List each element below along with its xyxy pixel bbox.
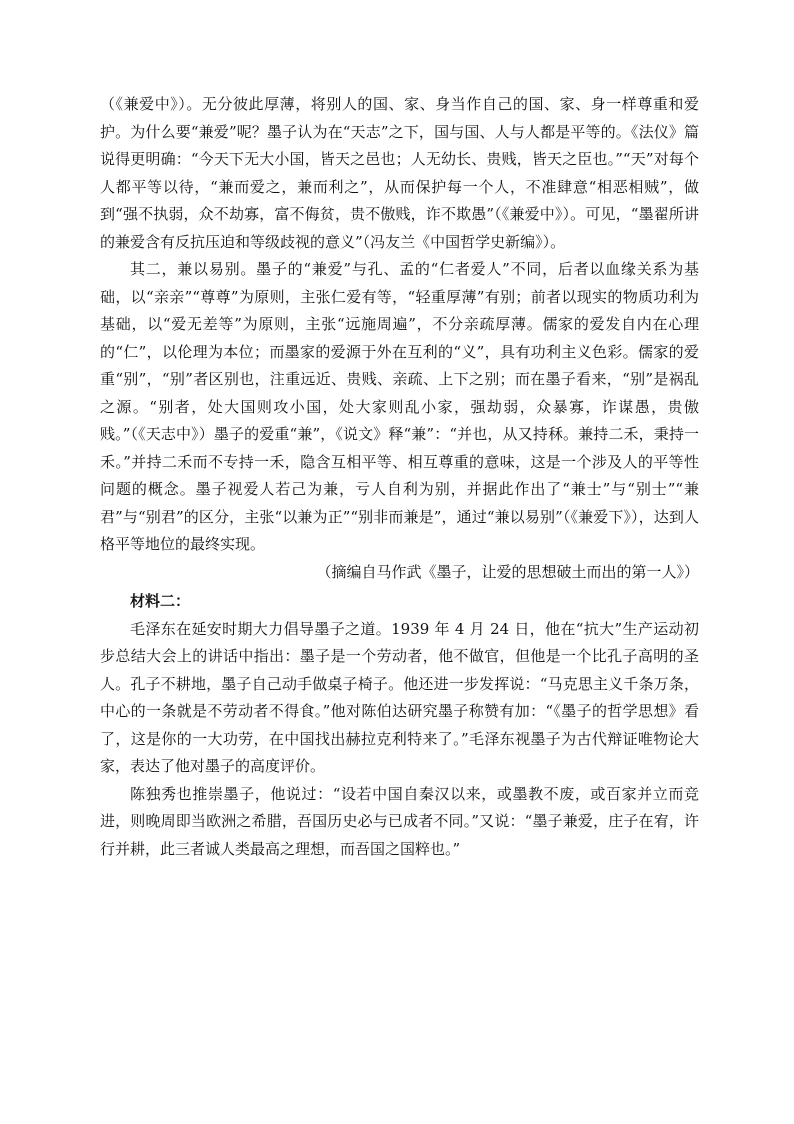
- section-label-material-two: 材料二：: [130, 592, 191, 610]
- paragraph-chen-duxiu: 陈独秀也推崇墨子，他说过：“设若中国自秦汉以来，或墨教不废，或百家并立而竞进，则晚周即当欧洲之希腊，吾国历史必与已成者不同。”又说：“墨子兼爱，庄子在宥，许行并耕，此三者诚人类最高之理想，而吾国之国粹也。”: [100, 784, 699, 858]
- paragraph-jian-yi-bie: 其二，兼以易别。墨子的“兼爱”与孔、孟的“仁者爱人”不同，后者以血缘关系为基础，以“亲亲”“尊尊”为原则，主张仁爱有等，“轻重厚薄”有别；前者以现实的物质功利为基础，以“爱无差等”为原则，主张“远施周遍”，不分亲疏厚薄。儒家的爱发自内在心理的“仁”，以伦理为本位；而墨家的爱源于外在互利的“义”，具有功利主义色彩。儒家的爱重“别”，“别”者区别也，注重远近、贵贱、亲疏、上下之别；而在墨子看来，“别”是祸乱之源。“别者，处大国则攻小国，处大家则乱小家，强劫弱，众暴寡，诈谋愚，贵傲贱。”（《天志中》）墨子的爱重“兼”，《说文》释“兼”：“并也，从又持秝。兼持二禾，秉持一禾。”并持二禾而不专持一禾，隐含互相平等、相互尊重的意味，这是一个涉及人的平等性问题的概念。墨子视爱人若己为兼，亏人自利为别，并据此作出了“兼士”与“别士”“兼君”与“别君”的区分，主张“以兼为正”“别非而兼是”，通过“兼以易别”（《兼爱下》），达到人格平等地位的最终实现。: [100, 260, 699, 553]
- source-citation: （摘编自马作武《墨子，让爱的思想破土而出的第一人》）: [316, 562, 699, 581]
- paragraph-jianai-equality: （《兼爱中》）。无分彼此厚薄，将别人的国、家、身当作自己的国、家、身一样尊重和爱护。为什么要“兼爱”呢？墨子认为在“天志”之下，国与国、人与人都是平等的。《法仪》篇说得更明确：“今天下无大小国，皆天之邑也；人无幼长、贵贱，皆天之臣也。”“天”对每个人都平等以待，“兼而爱之，兼而利之”，从而保护每一个人，不准肆意“相恶相贼”，做到“强不执弱，众不劫寡，富不侮贫，贵不傲贱，诈不欺愚”（《兼爱中》）。可见，“墨翟所讲的兼爱含有反抗压迫和等级歧视的意义”（冯友兰《中国哲学史新编》）。: [100, 95, 699, 251]
- paragraph-mao-zedong: 毛泽东在延安时期大力倡导墨子之道。1939 年 4 月 24 日，他在“抗大”生产运动初步总结大会上的讲话中指出：墨子是一个劳动者，他不做官，但他是一个比孔子高明的圣人。孔子不耕地，墨子自己动手做桌子椅子。他还进一步发挥说：“马克思主义千条万条，中心的一条就是不劳动者不得食。”他对陈伯达研究墨子称赞有加：“《墨子的哲学思想》看了，这是你的一大功劳，在中国找出赫拉克利特来了。”毛泽东视墨子为古代辩证唯物论大家，表达了他对墨子的高度评价。: [100, 619, 699, 775]
